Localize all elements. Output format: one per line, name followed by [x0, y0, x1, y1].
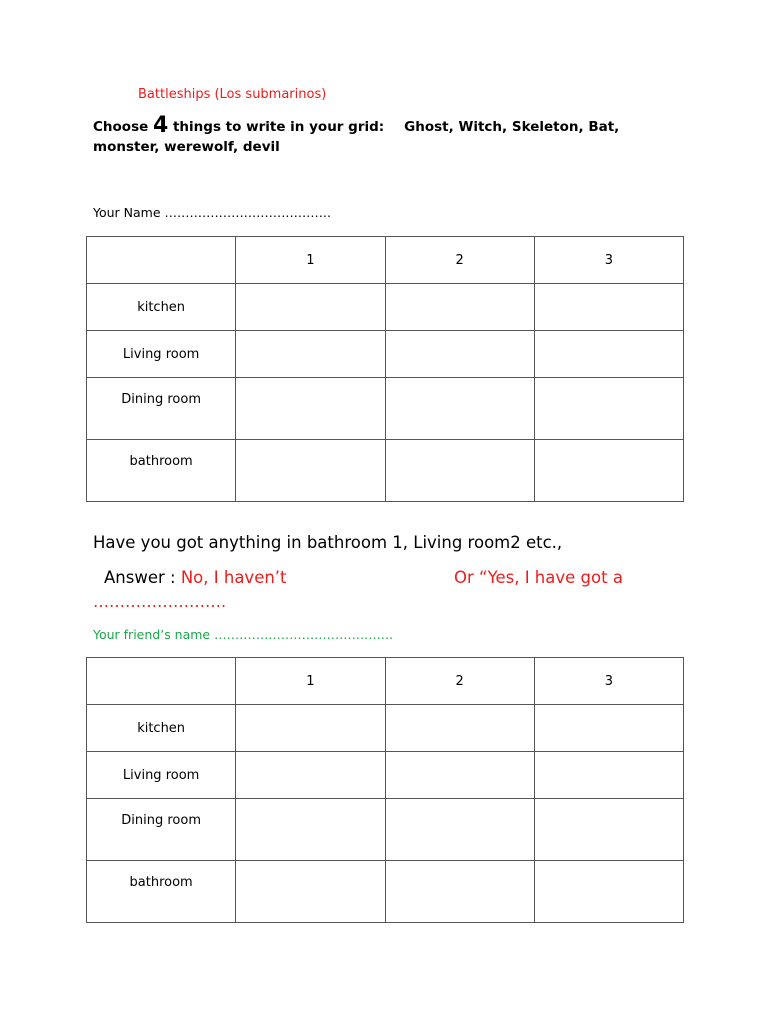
grid-cell [236, 284, 385, 331]
grid-corner-cell [87, 658, 236, 705]
grid-row [87, 378, 684, 440]
grid-cell [385, 378, 534, 440]
grid-row-label: bathroom [129, 875, 193, 890]
your-name-line: Your Name …………………………………. [93, 205, 331, 220]
grid-column-header: 3 [534, 658, 683, 705]
grid-row [87, 284, 684, 331]
grid-cell [385, 440, 534, 502]
instructions-middle: things to write in your grid: [168, 119, 385, 135]
grid-header-row [87, 658, 684, 705]
grid-cell [236, 331, 385, 378]
instructions-items-line1: Ghost, Witch, Skeleton, Bat, [404, 119, 620, 135]
grid-cell [534, 440, 683, 502]
grid-column-header: 3 [534, 237, 683, 284]
instructions-items-line2: monster, werewolf, devil [93, 139, 280, 155]
grid-row [87, 331, 684, 378]
grid-cell [236, 705, 385, 752]
your-grid [86, 236, 684, 502]
grid-cell [534, 705, 683, 752]
grid-row-label: Dining room [121, 813, 201, 828]
answer-option-yes: Or “Yes, I have got a [454, 568, 623, 587]
grid-row-label-cell [87, 378, 236, 440]
grid-cell [534, 752, 683, 799]
grid-corner-cell [87, 237, 236, 284]
instructions-number: 4 [152, 113, 169, 138]
grid-cell [236, 799, 385, 861]
grid-cell [236, 378, 385, 440]
grid-cell [385, 705, 534, 752]
grid-column-header: 1 [236, 658, 385, 705]
grid-column-header: 2 [385, 658, 534, 705]
grid-column-header: 2 [385, 237, 534, 284]
question-text: Have you got anything in bathroom 1, Living room2 etc., [93, 533, 563, 552]
worksheet-title: Battleships (Los submarinos) [138, 87, 327, 102]
grid-row-label: Living room [87, 752, 236, 799]
grid-cell [534, 799, 683, 861]
grid-row-label: Dining room [121, 392, 201, 407]
grid-cell [385, 799, 534, 861]
answer-line [104, 568, 287, 587]
grid-cell [236, 861, 385, 923]
grid-row-label: kitchen [87, 284, 236, 331]
grid-cell [385, 284, 534, 331]
grid-cell [534, 378, 683, 440]
grid-cell [385, 331, 534, 378]
grid-row [87, 752, 684, 799]
grid-row-label-cell [87, 440, 236, 502]
answer-option-no: No, I haven’t [180, 568, 287, 587]
grid-row-label-cell [87, 861, 236, 923]
grid-row [87, 705, 684, 752]
grid-header-row [87, 237, 684, 284]
grid-cell [385, 861, 534, 923]
grid-column-header: 1 [236, 237, 385, 284]
grid-row-label: Living room [87, 331, 236, 378]
grid-cell [385, 752, 534, 799]
grid-cell [534, 331, 683, 378]
grid-row [87, 440, 684, 502]
friend-name-line: Your friend’s name ……………………………………. [93, 627, 394, 642]
grid-row [87, 861, 684, 923]
grid-row [87, 799, 684, 861]
instructions [93, 113, 693, 157]
grid-cell [236, 440, 385, 502]
grid-row-label: bathroom [129, 454, 193, 469]
grid-cell [236, 752, 385, 799]
grid-cell [534, 284, 683, 331]
grid-row-label: kitchen [87, 705, 236, 752]
grid-cell [534, 861, 683, 923]
answer-label: Answer : [104, 568, 181, 587]
instructions-prefix: Choose [93, 119, 153, 135]
friend-grid [86, 657, 684, 923]
grid-row-label-cell [87, 799, 236, 861]
answer-dots: ……………………. [93, 592, 227, 611]
